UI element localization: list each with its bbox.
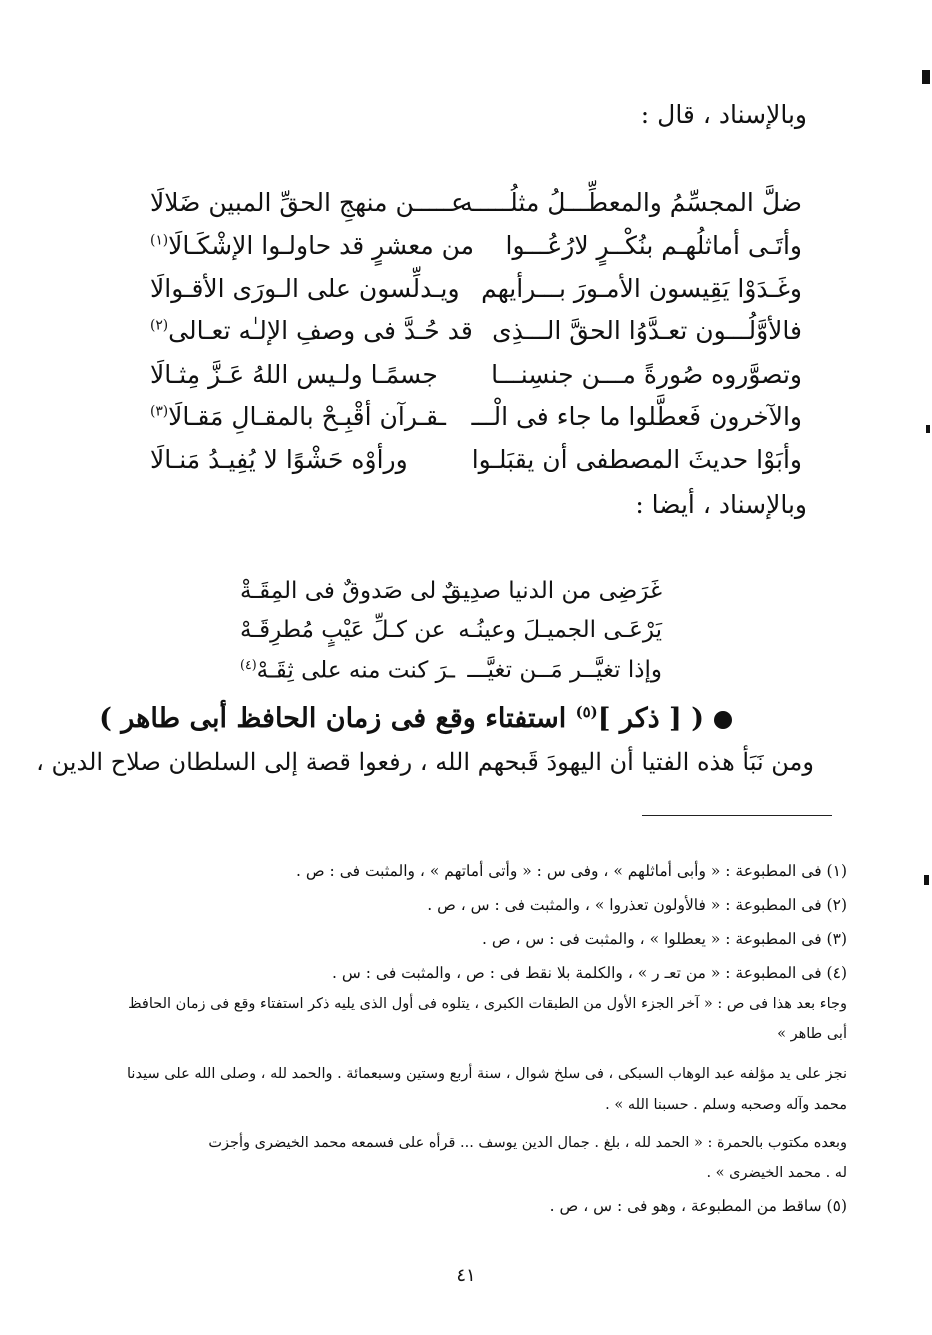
footnote-ref-1: (١) [150,232,169,249]
poem2-verse-3-second-half [240,657,490,684]
poem1-verse-6-first-half: والآخرون فَعطَّلوا ما جاء فى الْـــ [471,402,802,431]
intro-line-2: وبالإسناد ، أيضا : [635,490,807,519]
footnote-ref-4: (٤) [240,657,257,672]
poem2-verse-2-first-half: يَرْعَـى الجميـلَ وعينُـه [458,617,662,643]
margin-mark-middle [926,425,930,433]
poem2-verse-2-second-half [240,617,490,643]
verse-text: جسمًـا ولـيس اللهُ عَـزَّ مِثـالَا [150,360,438,389]
poem1-verse-7-first-half: وأبَوْا حديثَ المصطفى أن يقبَلـوا [471,445,802,474]
footnote-ref-3: (٣) [150,403,169,420]
footnote-5: (٥) ساقط من المطبوعة ، وهو فى : س ، ص . [549,1197,847,1215]
verse-text: ورأوْه حَشْوًا لا يُفِيـدُ مَنـالَا [150,445,408,474]
verse-text: قد حُـدَّ فى وصفِ الإلـٰه تعـالى [168,316,473,345]
section-heading [99,703,732,734]
footnote-4-continuation-1: وجاء بعد هذا فى ص : « آخر الجزء الأول من الطبقات الكبرى ، يتلوه فى أول الذى يليه ذكر استفتاء وقع فى زمان الحافظ [128,996,847,1012]
verse-text: ـقـرآن أقْبِـحْ بالمقـالِ مَقـالَا [168,402,446,431]
verse-text: ـرَ كنت منه على ثِقَـهْ [256,657,456,684]
footnote-divider [642,815,832,816]
page-number: ٤١ [456,1265,476,1286]
footnote-ref-2: (٢) [150,317,169,334]
poem1-verse-2-first-half: وأتَـى أماثلُهـم بنُكْــرٍ لارُعُـــوا [505,231,802,260]
poem1-verse-1-first-half: ضلَّ المجسِّمُ والمعطِّـــلُ مثلُـــــه [460,188,802,217]
poem1-verse-6-second-half [150,402,480,431]
footnote-2: (٢) فى المطبوعة : « فالأولون تعذروا » ، والمثبت فى : س ، ص . [427,896,847,914]
poem2-verse-3-first-half: وإذا تغيَّــر مَــن تغيَّـــ [467,657,662,683]
poem1-verse-4-second-half [150,316,480,345]
bullet-icon [714,711,732,729]
verse-text: عـــــن منهجِ الحقِّ المبين ضَلالَا [150,188,467,217]
heading-text: ( [ ذكر ] [597,703,704,734]
footnote-4-continuation-6: له . محمد الخيضرى » . [706,1165,847,1181]
poem1-verse-7-second-half [150,445,480,474]
margin-mark-top [922,70,930,84]
poem1-verse-3-second-half [150,274,480,303]
intro-line-1: وبالإسناد ، قال : [640,100,807,129]
verse-text: ـقٌ لى صَدوقٌ فى المِقَـةْ [240,578,470,604]
verse-text: من معشرٍ قد حاولـوا الإشْكَـالَا [168,231,475,260]
footnote-3: (٣) فى المطبوعة : « يعطلوا » ، والمثبت فى : س ، ص . [481,930,847,948]
heading-rest: استفتاء وقع فى زمان الحافظ أبى طاهر ) [99,703,576,734]
poem1-verse-4-first-half: فالأوَّلُـــون تعـدَّوُا الحقَّ الـــذِى [492,316,802,345]
poem2-verse-1-first-half: غَرَضِى من الدنيا صدِيـــ [442,578,662,604]
footnote-4-continuation-2: أبى طاهر » [777,1026,847,1042]
poem1-verse-3-first-half: وغَـدَوْا يَقِيسون الأمـورَ بـــرأيهم [481,274,802,303]
verse-text: عن كـلِّ عَيْبٍ مُطرِقَـهْ [240,617,446,643]
margin-mark-lower [924,875,929,885]
poem1-verse-1-second-half [150,188,480,217]
footnote-1: (١) فى المطبوعة : « وأبى أماثلهم » ، وفى س : « وأتى أماتهم » ، والمثبت فى : ص . [296,862,847,880]
prose-paragraph: ومن نَبَأ هذه الفتيا أن اليهودَ قَبحهم الله ، رفعوا قصة إلى السلطان صلاح الدين ، [36,748,814,776]
footnote-4-continuation-3: نجز على يد مؤلفه عبد الوهاب السبكى ، فى سلخ شوال ، سنة أربع وستين وسبعمائة . والحمد لله ، وصلى الله على سيدنا [127,1066,847,1082]
footnote-ref-5: (٥) [575,703,598,721]
poem2-verse-1-second-half [240,578,490,604]
footnote-4-continuation-4: محمد وآله وصحبه وسلم . حسبنا الله » . [605,1097,847,1113]
poem1-verse-5-first-half: وتصوَّروه صُورةً مـــن جنسِنـــا [491,360,802,389]
verse-text: ويـدلِّسون على الـورَى الأقـوالَا [150,274,460,303]
footnote-4-continuation-5: وبعده مكتوب بالحمرة : « الحمد لله ، بلغ . جمال الدين يوسف ... قرأه على فسمعه محمد الخيضرى وأجزت [208,1135,847,1151]
footnote-4: (٤) فى المطبوعة : « من تعـ ر » ، والكلمة بلا نقط فى : ص ، والمثبت فى : س . [332,964,847,982]
poem1-verse-5-second-half [150,360,480,389]
poem1-verse-2-second-half [150,231,480,260]
